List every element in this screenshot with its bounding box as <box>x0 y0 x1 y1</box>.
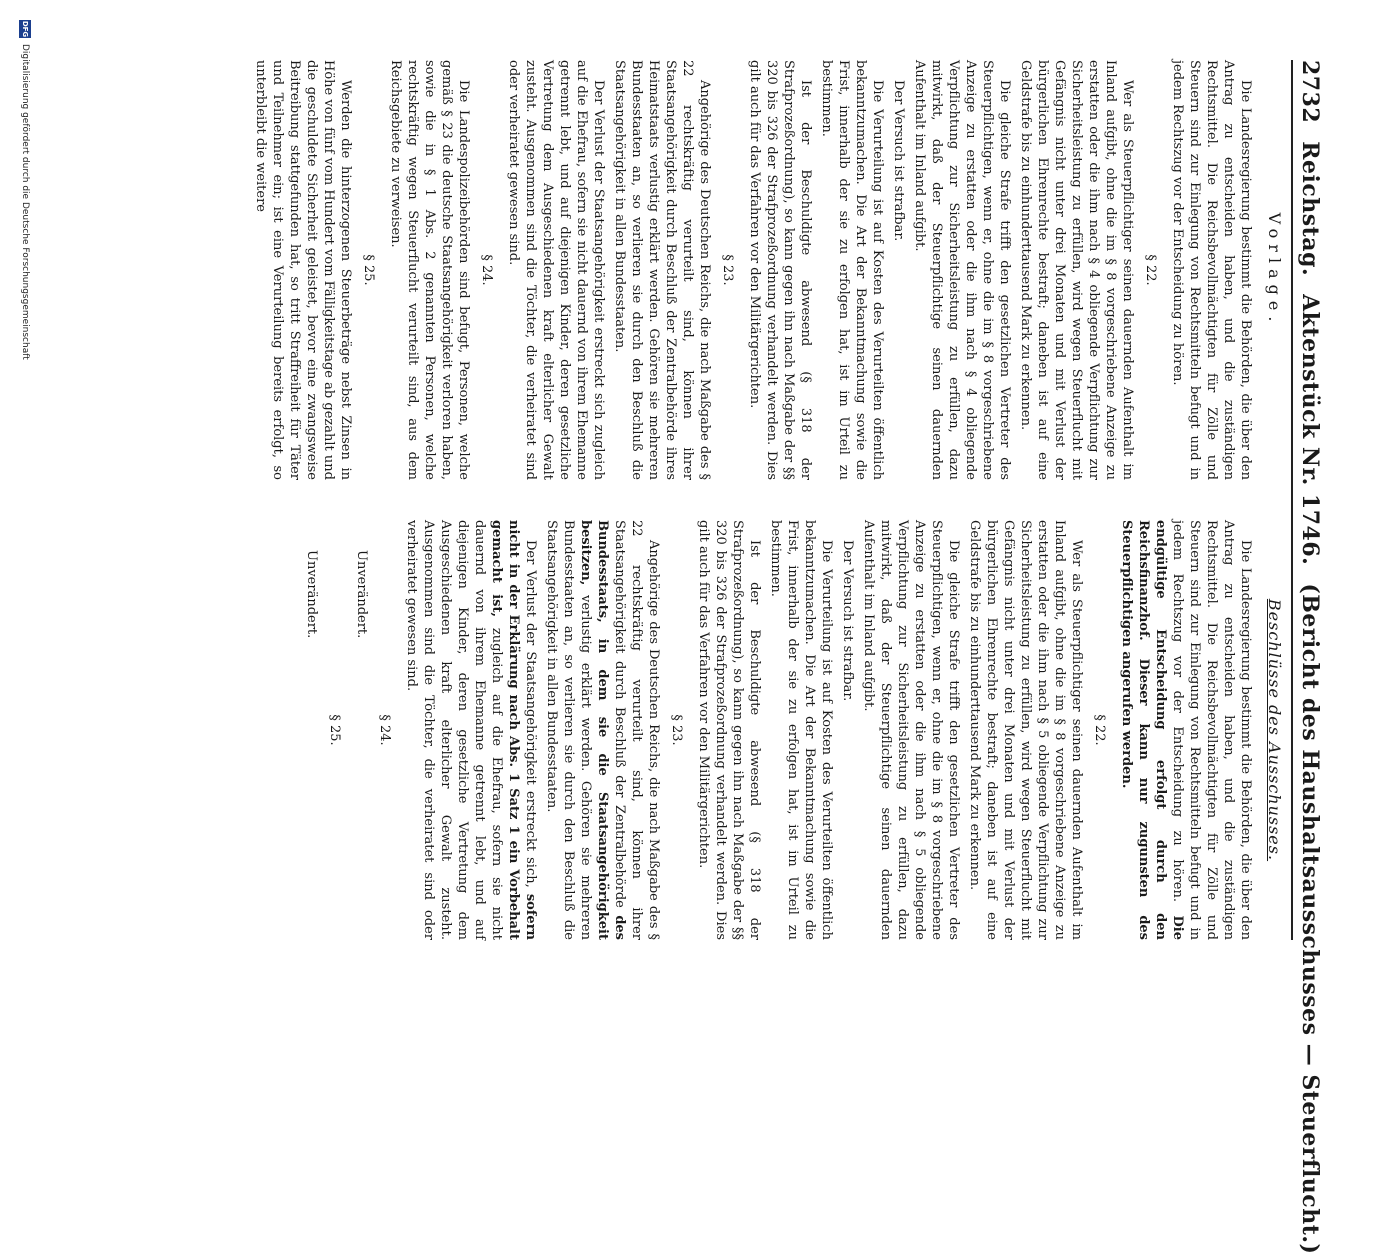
text-run: Der Verlust der Staatsangehörigkeit erstreckt sich, <box>523 540 538 888</box>
paragraph: Angehörige des Deutschen Reichs, die nach Maßgabe des § 22 rechtskräftig verurteilt sind, können ihrer Staatsangehörigkeit durch Beschluß der Zentralbehörde ihres Heimatstaats verlustig erklärt werden. Gehören sie mehreren Bundesstaaten an, so verlieren sie durch den Beschluß die Staatsangehörigkeit in allen Bundesstaaten. <box>612 60 712 480</box>
intro-amendment: Die endgültige Entscheidung erfolgt durch den Reichsfinanzhof. Dieser kann nur zugunsten des Steuerpflichtigen angerufen werden. <box>1119 520 1185 940</box>
column-title: Beschlüsse des Ausschusses. <box>1265 598 1284 862</box>
paragraph <box>403 520 539 940</box>
section-heading: § 23. <box>720 254 735 286</box>
paragraph: Der Versuch ist strafbar. <box>840 540 855 702</box>
page-header <box>1291 60 1323 1254</box>
text-run: Angehörige des Deutschen Reichs, die nach Maßgabe des § 22 rechtskräftig verurteilt sind, können ihrer Staatsangehörigkeit durch Beschluß der Zentralbehörde <box>612 520 661 940</box>
section-heading: § 25. <box>361 254 376 286</box>
paragraph: Die Verurteilung ist auf Kosten des Verurteilten öffentlich bekanntzumachen. Die Art der Bekanntmachung sowie die Frist, innerhalb der sie zu erfolgen hat, ist im Urteil zu bestimmen. <box>819 60 885 480</box>
amendment-run: des Bundesstaats, in dem sie die Staatsangehörigkeit besitzen, <box>578 520 627 940</box>
paragraph: Wer als Steuerpflichtiger seinen dauernden Aufenthalt im Inland aufgibt, ohne die im § 8 vorgeschriebene Anzeige zu erstatten oder die ihm nach § 4 obliegende Verpflichtung zur Sicherheitsleistung zu erfüllen, wird wegen Steuerflucht mit Gefängnis nicht unter drei Monaten und mit Verlust der bürgerlichen Ehrenrechte bestraft; daneben ist auf eine Geldstrafe bis zu einhunderttausend Mark zu erkennen. <box>1018 60 1135 480</box>
credit-text: Digitalisierung gefördert durch die Deutsche Forschungsgemeinschaft <box>20 44 30 360</box>
intro-paragraph: Die Landesregierung bestimmt die Behörden, die über den Antrag zu entscheiden haben, und die zuständigen Rechtsmittel. Die Reichsbevollmächtigten für Zölle und Steuern sind zur Einlegung von Rechtsmitteln befugt und in jedem Rechtszug vor der Entscheidung zu hören. <box>1170 60 1253 480</box>
paragraph: Werden die hinterzogenen Steuerbeträge nebst Zinsen in Höhe von fünf vom Hundert vom Fälligkeitstage ab gezahlt und die geschuldete Sicherheit geleistet, bevor eine zwangsweise Beitreibung stattgefunden hat, so tritt Straffreiheit für Täter und Teilnehmer ein; ist eine Verurteilung bereits erfolgt, so unterbleibt die weitere <box>253 60 353 480</box>
paragraph: Der Versuch ist strafbar. <box>891 80 906 242</box>
paragraph: Die gleiche Strafe trifft den gesetzlichen Vertreter des Steuerpflichtigen, wenn er, ohne die im § 8 vorgeschriebene Anzeige zu erstatten oder die ihm nach § 4 obliegende Verpflichtung zur Sicherheitsleistung zu erfüllen, dazu mitwirkt, daß der Steuerpflichtige seinen dauernden Aufenthalt im Inland aufgibt. <box>912 60 1012 480</box>
document-subtitle: (Bericht des Haushaltsausschusses — Steuerflucht.) <box>1297 583 1323 1254</box>
paragraph: Der Verlust der Staatsangehörigkeit erstreckt sich zugleich auf die Ehefrau, sofern sie nicht dauernd von ihrem Ehemanne getrennt lebt, und auf diejenigen Kinder, deren gesetzliche Vertretung dem Ausgeschiedenen kraft elterlicher Gewalt zusteht. Ausgenommen sind die Töchter, die verheiratet sind oder verheiratet gewesen sind. <box>506 60 606 480</box>
unchanged-note: Unverändert. <box>354 550 369 639</box>
paragraph: Die gleiche Strafe trifft den gesetzlichen Vertreter des Steuerpflichtigen, wenn er, ohne die im § 8 vorgeschriebene Anzeige zu erstatten oder die ihm nach § 5 obliegende Verpflichtung zur Sicherheitsleistung zu erfüllen, dazu mitwirkt, daß der Steuerpflichtige seinen dauernden Aufenthalt im Inland aufgibt. <box>861 520 961 940</box>
paragraph <box>543 520 662 940</box>
dfg-logo-icon: DFG <box>21 20 29 38</box>
paragraph: Wer als Steuerpflichtiger seinen dauernden Aufenthalt im Inland aufgibt, ohne die im § 8 vorgeschriebene Anzeige zu erstatten oder die ihm nach § 5 obliegende Verpflichtung zur Sicherheitsleistung zu erfüllen, wird wegen Steuerflucht mit Gefängnis nicht unter drei Monaten und mit Verlust der bürgerlichen Ehrenrechte bestraft; daneben ist auf eine Geldstrafe bis zu einhunderttausend Mark zu erkennen. <box>967 520 1084 940</box>
section-heading: § 25. <box>327 714 342 746</box>
section-heading: § 24. <box>377 714 392 746</box>
column-title: Vorlage. <box>1265 212 1284 328</box>
paragraph: Ist der Beschuldigte abwesend (§ 318 der Strafprozeßordnung), so kann gegen ihn nach Maßgabe der §§ 320 bis 326 der Strafprozeßordnung verhandelt werden. Dies gilt auch für das Verfahren vor den Militärgerichten. <box>696 520 762 940</box>
page-number: 2732 <box>1297 60 1323 124</box>
digitization-credit <box>19 20 31 980</box>
text-run: zugleich auf die Ehefrau, sofern sie nicht dauernd von ihrem Ehemanne getrennt lebt, und auf diejenigen Kinder, deren gesetzliche Vertretung dem Ausgeschiedenen kraft elterlicher Gewalt zusteht. Ausgenommen sind die Töchter, die verheiratet sind oder verheiratet gewesen sind. <box>404 520 504 940</box>
section-heading: § 22. <box>1143 254 1158 286</box>
paragraph: Ist der Beschuldigte abwesend (§ 318 der Strafprozeßordnung), so kann gegen ihn nach Maßgabe der §§ 320 bis 326 der Strafprozeßordnung verhandelt werden. Dies gilt auch für das Verfahren vor den Militärgerichten. <box>747 60 813 480</box>
section-heading: § 23. <box>669 714 684 746</box>
document-number: Aktenstück Nr. 1746. <box>1297 294 1323 566</box>
column-beschluesse <box>297 520 1283 940</box>
section-heading: § 22. <box>1092 714 1107 746</box>
unchanged-note: Unverändert. <box>304 550 319 639</box>
paragraph: Die Verurteilung ist auf Kosten des Verurteilten öffentlich bekanntzumachen. Die Art der Bekanntmachung sowie die Frist, innerhalb der sie zu erfolgen hat, ist im Urteil zu bestimmen. <box>768 520 834 940</box>
column-vorlage <box>248 60 1283 480</box>
intro-paragraph <box>1118 520 1254 940</box>
paragraph: Die Landespolizeibehörden sind befugt, Personen, welche gemäß § 23 die deutsche Staatsangehörigkeit verloren haben, sowie die in § 1 Abs. 2 genannten Personen, welche rechtskräftig wegen Steuerflucht verurteilt sind, aus dem Reichsgebiete zu verweisen. <box>388 60 471 480</box>
publication-title: Reichstag. <box>1297 141 1323 277</box>
text-run: verlustig erklärt werden. Gehören sie mehreren Bundesstaaten an, so verlieren sie durch den Beschluß die Staatsangehörigkeit in allen Bundesstaaten. <box>544 520 593 940</box>
amendment-run: sofern nicht in der Erklärung nach Abs. 1 Satz 1 ein Vorbehalt gemacht ist, <box>489 520 538 940</box>
intro-text: Die Landesregierung bestimmt die Behörden, die über den Antrag zu entscheiden haben, und die zuständigen Rechtsmittel. Die Reichsbevollmächtigten für Zölle und Steuern sind zur Einlegung von Rechtsmitteln befugt und in jedem Rechtszug vor der Entscheidung zu hören. <box>1170 520 1253 940</box>
section-heading: § 24. <box>479 254 494 286</box>
